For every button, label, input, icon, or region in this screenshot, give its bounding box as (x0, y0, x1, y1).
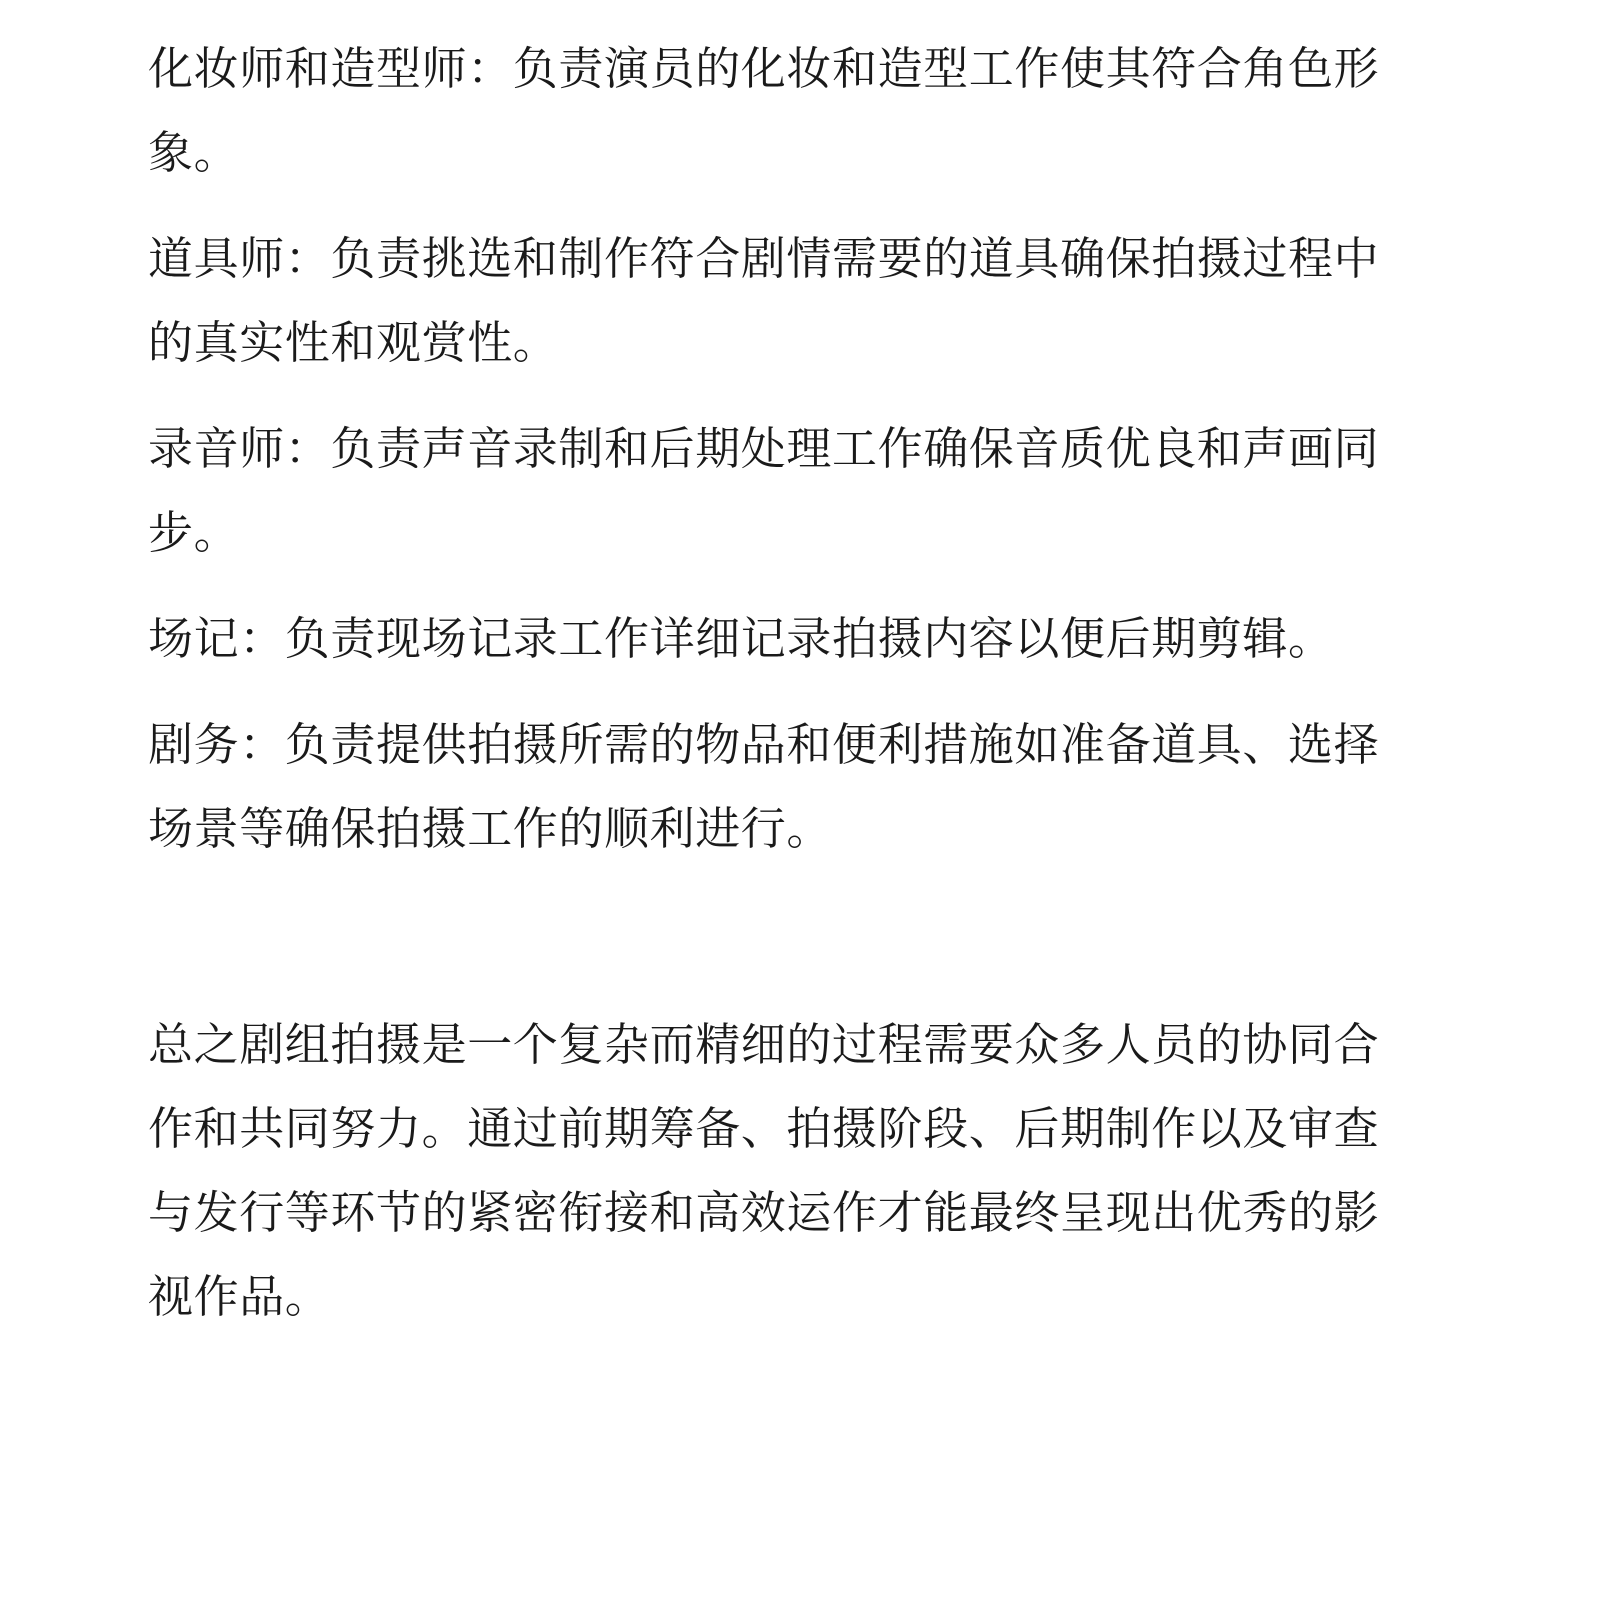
paragraph-prop-master: 道具师：负责挑选和制作符合剧情需要的道具确保拍摄过程中的真实性和观赏性。 (148, 232, 1380, 369)
paragraph-makeup-stylist: 化妆师和造型师：负责演员的化妆和造型工作使其符合角色形象。 (148, 42, 1380, 179)
paragraph-sound-recordist: 录音师：负责声音录制和后期处理工作确保音质优良和声画同步。 (148, 422, 1380, 559)
paragraph-script-supervisor: 场记：负责现场记录工作详细记录拍摄内容以便后期剪辑。 (148, 612, 1334, 665)
article-body (148, 27, 1408, 1339)
paragraph-conclusion: 总之剧组拍摄是一个复杂而精细的过程需要众多人员的协同合作和共同努力。通过前期筹备、拍摄阶段、后期制作以及审查与发行等环节的紧密衔接和高效运作才能最终呈现出优秀的影视作品。 (148, 1018, 1380, 1323)
paragraph-production-assistant: 剧务：负责提供拍摄所需的物品和便利措施如准备道具、选择场景等确保拍摄工作的顺利进行。 (148, 718, 1380, 855)
